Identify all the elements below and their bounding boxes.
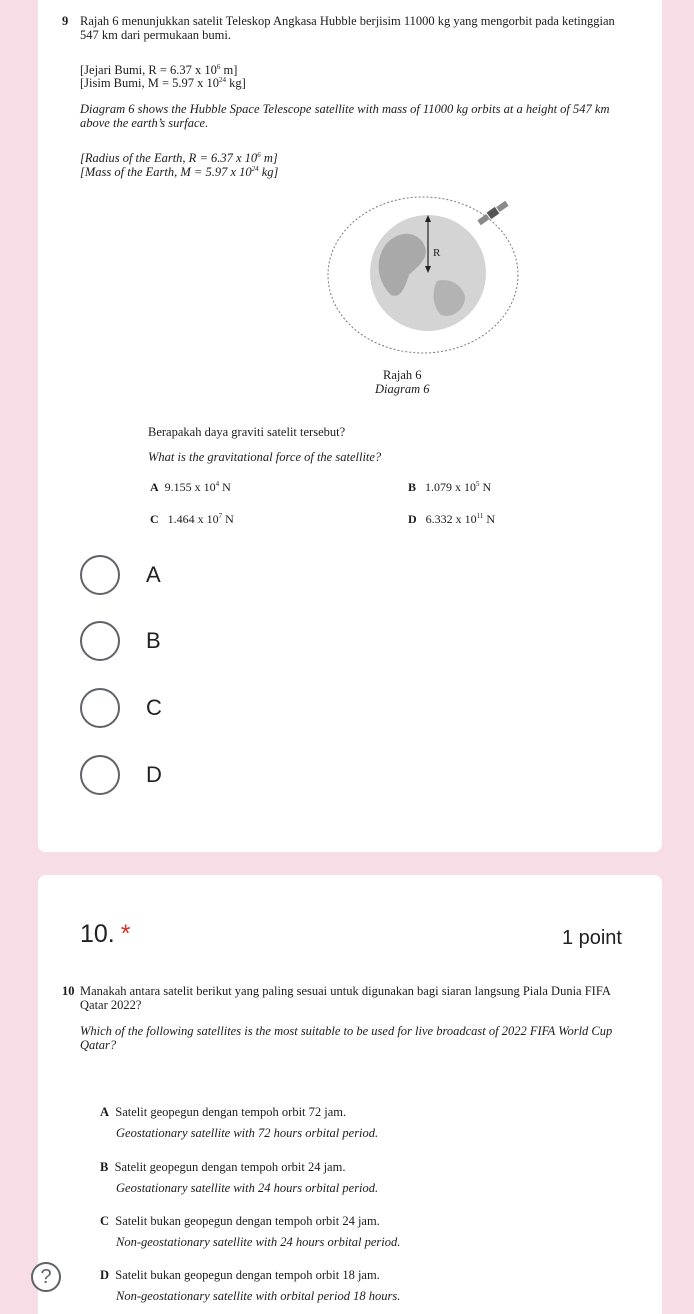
q9-caption-en: Diagram 6	[375, 382, 430, 396]
choice-b-label: B	[146, 628, 161, 653]
q9-text-en: Diagram 6 shows the Hubble Space Telescope satellite with mass of 11000 kg orbits at a height of 547 km above the earth’s surface.	[80, 102, 610, 130]
q10-option-d-en: Non-geostationary satellite with orbital period 18 hours.	[116, 1289, 401, 1303]
q10-option-c-en: Non-geostationary satellite with 24 hours orbital period.	[116, 1235, 401, 1249]
q9-caption-ms: Rajah 6	[383, 368, 422, 382]
choice-d[interactable]	[80, 755, 162, 795]
radio-a[interactable]	[80, 555, 120, 595]
q10-option-c-ms: C Satelit bukan geopegun dengan tempoh orbit 24 jam.	[100, 1214, 380, 1228]
radio-b[interactable]	[80, 621, 120, 661]
help-icon[interactable]: ?	[31, 1262, 61, 1292]
q9-given-ms-1: [Jejari Bumi, R = 6.37 x $10^6$ m]	[80, 63, 238, 77]
q10-option-b-en: Geostationary satellite with 24 hours orbital period.	[116, 1181, 379, 1195]
q9-option-c: C 1.464 x $10^7$ N	[150, 512, 234, 526]
required-asterisk: *	[120, 920, 131, 948]
q9-option-b: B 1.079 x $10^5$ N	[408, 480, 492, 494]
radio-d[interactable]	[80, 755, 120, 795]
q10-option-d-ms: D Satelit bukan geopegun dengan tempoh orbit 18 jam.	[100, 1268, 380, 1282]
q9-text-ms: Rajah 6 menunjukkan satelit Teleskop Angkasa Hubble berjisim 11000 kg yang mengorbit pada ketinggian 547 km dari permukaan bumi.	[80, 14, 615, 42]
earth-orbit-diagram	[325, 195, 525, 360]
choice-d-label: D	[146, 762, 162, 787]
q9-given-en-1: [Radius of the Earth, R = 6.37 x $10^6$ m]	[80, 151, 278, 165]
q9-given-en-2: [Mass of the Earth, M = 5.97 x $10^{24}$ kg]	[80, 165, 279, 179]
satellite-icon	[477, 200, 509, 226]
choice-c-label: C	[146, 695, 162, 720]
question-10-title: 10. *	[80, 920, 131, 948]
choice-c[interactable]	[80, 688, 162, 728]
choice-a[interactable]	[80, 555, 161, 595]
q9-option-a: A 9.155 x $10^4$ N	[150, 480, 231, 494]
radio-c[interactable]	[80, 688, 120, 728]
q9-option-d: D 6.332 x $10^{11}$ N	[408, 512, 496, 526]
q10-text-en: Which of the following satellites is the most suitable to be used for live broadcast of 2022 FIFA World Cup Qatar?	[80, 1024, 613, 1052]
q10-option-a-en: Geostationary satellite with 72 hours orbital period.	[116, 1126, 379, 1140]
q10-option-b-ms: B Satelit geopegun dengan tempoh orbit 24 jam.	[100, 1160, 346, 1174]
q9-question-ms: Berapakah daya graviti satelit tersebut?	[148, 425, 346, 439]
choice-a-label: A	[146, 562, 161, 587]
q9-given-ms-2: [Jisim Bumi, M = 5.97 x $10^{24}$ kg]	[80, 76, 246, 90]
q9-question-en: What is the gravitational force of the satellite?	[148, 450, 382, 464]
q10-text-ms: Manakah antara satelit berikut yang paling sesuai untuk digunakan bagi siaran langsung Piala Dunia FIFA Qatar 2022?	[80, 984, 611, 1012]
diagram-label-r: R	[433, 247, 441, 259]
q10-option-a-ms: A Satelit geopegun dengan tempoh orbit 72 jam.	[100, 1105, 347, 1119]
choice-b[interactable]	[80, 621, 161, 661]
q9-number: 9	[62, 14, 69, 28]
q10-number: 10	[62, 984, 75, 998]
points-label: 1 point	[561, 927, 622, 949]
